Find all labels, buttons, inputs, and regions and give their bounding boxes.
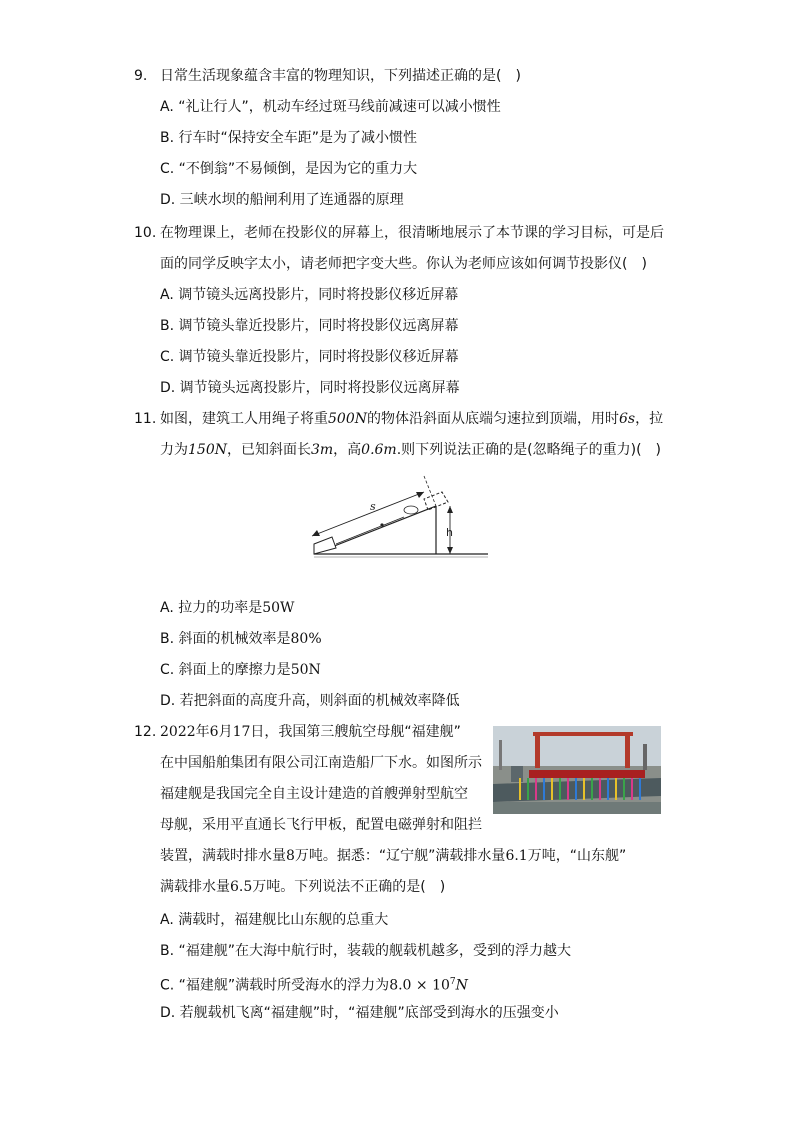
question-stem-line: 在物理课上，老师在投影仪的屏幕上，很清晰地展示了本节课的学习目标，可是后 — [160, 225, 664, 241]
stem-text: 如图，建筑工人用绳子将重 — [160, 411, 328, 427]
stem-text: 年 — [195, 724, 210, 740]
s-label: s — [370, 500, 376, 513]
month: 6 — [209, 724, 219, 740]
year: 2022 — [160, 724, 196, 740]
option-math: 50N — [290, 662, 321, 678]
water — [493, 802, 661, 814]
stem-text: 万吨。据悉：“辽宁舰”满载排水量 — [294, 848, 506, 864]
question-number: 12. — [134, 724, 157, 740]
option-c: C. “不倒翁”不易倾倒，是因为它的重力大 — [160, 161, 418, 177]
math-force: 150N — [188, 442, 227, 458]
question-stem-line — [160, 722, 461, 742]
option-math: 8.0 × 10 — [389, 977, 450, 994]
h-label: h — [446, 526, 453, 539]
stem-text: 日，我国第三艘航空母舰“福建舰” — [250, 724, 461, 740]
option-b: B. “福建舰”在大海中航行时，装载的舰载机越多，受到的浮力越大 — [160, 943, 572, 959]
question-stem-line: 母舰，采用平直通长飞行甲板，配置电磁弹射和阻拦 — [160, 817, 482, 833]
number: 8 — [286, 848, 295, 864]
block-bottom — [314, 537, 336, 554]
crane-tower — [499, 740, 502, 770]
question-number: 10. — [134, 225, 157, 241]
stem-text: ，拉 — [635, 411, 664, 427]
carrier-photo — [493, 726, 661, 814]
incline-diagram — [300, 470, 492, 562]
option-text: B. 斜面的机械效率是 — [160, 631, 291, 647]
stem-text: 满载排水量 — [160, 879, 230, 895]
day: 17 — [232, 724, 251, 740]
option-d: D. 调节镜头远离投影片，同时将投影仪远离屏幕 — [160, 380, 460, 396]
option-b — [160, 629, 322, 649]
rope-point — [380, 523, 383, 526]
dashed-reference — [424, 476, 436, 506]
option-c — [160, 972, 468, 996]
stem-text: 万吨，“山东舰” — [527, 848, 627, 864]
number: 6.5 — [230, 879, 253, 895]
option-b: B. 调节镜头靠近投影片，同时将投影仪远离屏幕 — [160, 318, 459, 334]
option-c: C. 调节镜头靠近投影片，同时将投影仪移近屏幕 — [160, 349, 459, 365]
math-length: 3m — [310, 442, 334, 458]
option-d: D. 若舰载机飞离“福建舰”时，“福建舰”底部受到海水的压强变小 — [160, 1005, 559, 1021]
stem-text: 力为 — [160, 442, 188, 458]
question-number: 9. — [134, 68, 148, 84]
stem-text: 装置，满载时排水量 — [160, 848, 286, 864]
unit: N — [455, 977, 468, 994]
option-text: C. 斜面上的摩擦力是 — [160, 662, 291, 678]
question-stem-line — [160, 440, 661, 460]
rope — [336, 517, 404, 544]
s-arrow — [312, 492, 424, 536]
stem-text: 万吨。下列说法不正确的是( ) — [252, 879, 446, 895]
h-arrow-bottom — [447, 547, 453, 554]
option-d: D. 三峡水坝的船闸利用了连通器的原理 — [160, 192, 404, 208]
question-stem-line — [160, 409, 663, 429]
math-time: 6s — [618, 411, 636, 427]
stem-text: 月 — [218, 724, 233, 740]
option-a: A. 满载时，福建舰比山东舰的总重大 — [160, 912, 389, 928]
red-banner — [529, 770, 645, 778]
ship-island — [511, 766, 523, 782]
option-a: A. 调节镜头远离投影片，同时将投影仪移近屏幕 — [160, 287, 459, 303]
question-stem-line — [160, 877, 445, 897]
question-stem-line: 面的同学反映字太小，请老师把字变大些。你认为老师应该如何调节投影仪( ) — [160, 256, 647, 272]
crane-leg — [535, 732, 540, 768]
crane-tower — [643, 744, 647, 770]
question-stem-line: 福建舰是我国完全自主设计建造的首艘弹射型航空 — [160, 786, 468, 802]
option-b: B. 行车时“保持安全车距”是为了减小惯性 — [160, 130, 418, 146]
question-stem-line: 在中国船舶集团有限公司江南造船厂下水。如图所示 — [160, 755, 482, 771]
math-weight: 500N — [328, 411, 367, 427]
option-text: C. “福建舰”满载时所受海水的浮力为 — [160, 977, 390, 994]
number: 6.1 — [505, 848, 528, 864]
option-c — [160, 660, 321, 680]
option-a: A. “礼让行人”，机动车经过斑马线前减速可以减小惯性 — [160, 99, 501, 115]
exponent: 7 — [449, 977, 456, 987]
crane-leg — [625, 732, 630, 768]
question-stem-line — [160, 846, 626, 866]
question-number: 11. — [134, 411, 157, 427]
crane-beam — [533, 732, 633, 736]
stem-text: 的物体沿斜面从底端匀速拉到顶端，用时 — [366, 411, 619, 427]
question-stem: 日常生活现象蕴含丰富的物理知识，下列描述正确的是( ) — [160, 68, 521, 84]
option-a — [160, 598, 294, 618]
stem-text: ，高 — [333, 442, 362, 458]
stem-text: ，已知斜面长 — [226, 442, 311, 458]
worker-figure — [404, 506, 418, 514]
option-math: 50W — [262, 600, 295, 616]
h-arrow-top — [447, 506, 453, 513]
block-top-dashed — [424, 492, 448, 510]
option-math: 80% — [290, 631, 322, 647]
option-d: D. 若把斜面的高度升高，则斜面的机械效率降低 — [160, 693, 460, 709]
stem-text: .则下列说法正确的是(忽略绳子的重力)( ) — [396, 442, 662, 458]
option-text: A. 拉力的功率是 — [160, 600, 263, 616]
math-height: 0.6m — [361, 442, 397, 458]
